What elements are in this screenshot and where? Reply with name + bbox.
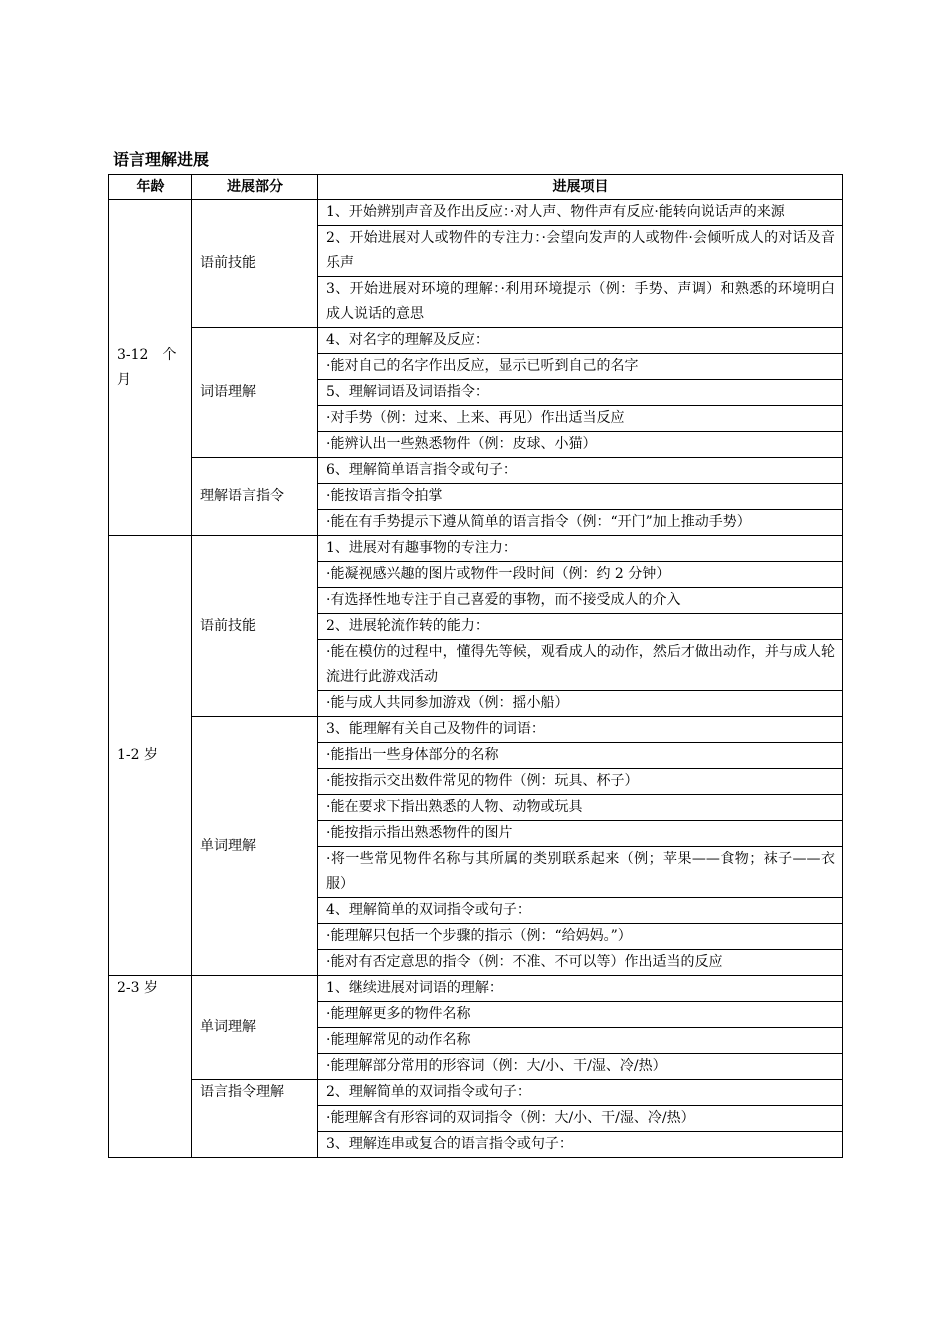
item-cell: 1、开始辨别声音及作出反应：·对人声、物件声有反应·能转向说话声的来源 [318, 200, 843, 226]
item-cell: ·能在有手势提示下遵从简单的语言指令（例：“开门”加上推动手势） [318, 510, 843, 536]
item-cell: ·能指出一些身体部分的名称 [318, 743, 843, 769]
item-cell: ·能凝视感兴趣的图片或物件一段时间（例：约 2 分钟） [318, 562, 843, 588]
item-cell: ·对手势（例：过来、上来、再见）作出适当反应 [318, 406, 843, 432]
item-cell: 3、开始进展对环境的理解：·利用环境提示（例：手势、声调）和熟悉的环境明白成人说话的意思 [318, 277, 843, 328]
age-cell: 2-3 岁 [109, 976, 192, 1158]
item-cell: 5、理解词语及词语指令： [318, 380, 843, 406]
item-cell: 6、理解简单语言指令或句子： [318, 458, 843, 484]
item-cell: ·能理解只包括一个步骤的指示（例：“给妈妈。”） [318, 924, 843, 950]
header-age: 年龄 [109, 175, 192, 200]
item-cell: 2、开始进展对人或物件的专注力：·会望向发声的人或物件·会倾听成人的对话及音乐声 [318, 226, 843, 277]
item-cell: 4、对名字的理解及反应： [318, 328, 843, 354]
item-cell: 2、进展轮流作转的能力： [318, 614, 843, 640]
item-cell: ·能辨认出一些熟悉物件（例：皮球、小猫） [318, 432, 843, 458]
item-cell: 2、理解简单的双词指令或句子： [318, 1080, 843, 1106]
part-cell: 单词理解 [192, 976, 318, 1080]
item-cell: ·能与成人共同参加游戏（例：摇小船） [318, 691, 843, 717]
item-cell: ·能理解常见的动作名称 [318, 1028, 843, 1054]
part-cell: 理解语言指令 [192, 458, 318, 536]
item-cell: ·将一些常见物件名称与其所属的类别联系起来（例；苹果——食物；袜子——衣服） [318, 847, 843, 898]
item-cell: ·能在要求下指出熟悉的人物、动物或玩具 [318, 795, 843, 821]
header-items: 进展项目 [318, 175, 843, 200]
table-row [109, 328, 843, 354]
table-row [109, 458, 843, 484]
item-cell: 1、进展对有趣事物的专注力： [318, 536, 843, 562]
item-cell: 3、理解连串或复合的语言指令或句子： [318, 1132, 843, 1158]
development-table [108, 174, 843, 1158]
item-cell: ·能对自己的名字作出反应，显示已听到自己的名字 [318, 354, 843, 380]
table-row [109, 536, 843, 562]
item-cell: ·能在模仿的过程中，懂得先等候，观看成人的动作，然后才做出动作，并与成人轮流进行此游戏活动 [318, 640, 843, 691]
part-cell: 单词理解 [192, 717, 318, 976]
table-row [109, 200, 843, 226]
item-cell: ·能理解更多的物件名称 [318, 1002, 843, 1028]
item-cell: 3、能理解有关自己及物件的词语： [318, 717, 843, 743]
header-part: 进展部分 [192, 175, 318, 200]
item-cell: ·有选择性地专注于自己喜爱的事物，而不接受成人的介入 [318, 588, 843, 614]
item-cell: 1、继续进展对词语的理解： [318, 976, 843, 1002]
item-cell: ·能按语言指令拍掌 [318, 484, 843, 510]
table-row [109, 717, 843, 743]
part-cell: 词语理解 [192, 328, 318, 458]
table-row [109, 976, 843, 1002]
item-cell: ·能理解部分常用的形容词（例：大/小、干/湿、冷/热） [318, 1054, 843, 1080]
part-cell: 语前技能 [192, 536, 318, 717]
page-title: 语言理解进展 [113, 150, 210, 169]
table-header-row [109, 175, 843, 200]
age-cell: 1-2 岁 [109, 536, 192, 976]
item-cell: 4、理解简单的双词指令或句子： [318, 898, 843, 924]
item-cell: ·能按指示交出数件常见的物件（例：玩具、杯子） [318, 769, 843, 795]
item-cell: ·能对有否定意思的指令（例：不准、不可以等）作出适当的反应 [318, 950, 843, 976]
part-cell: 语言指令理解 [192, 1080, 318, 1158]
age-cell: 3-12 个月 [109, 200, 192, 536]
item-cell: ·能按指示指出熟悉物件的图片 [318, 821, 843, 847]
part-cell: 语前技能 [192, 200, 318, 328]
item-cell: ·能理解含有形容词的双词指令（例：大/小、干/湿、冷/热） [318, 1106, 843, 1132]
table-row [109, 1080, 843, 1106]
